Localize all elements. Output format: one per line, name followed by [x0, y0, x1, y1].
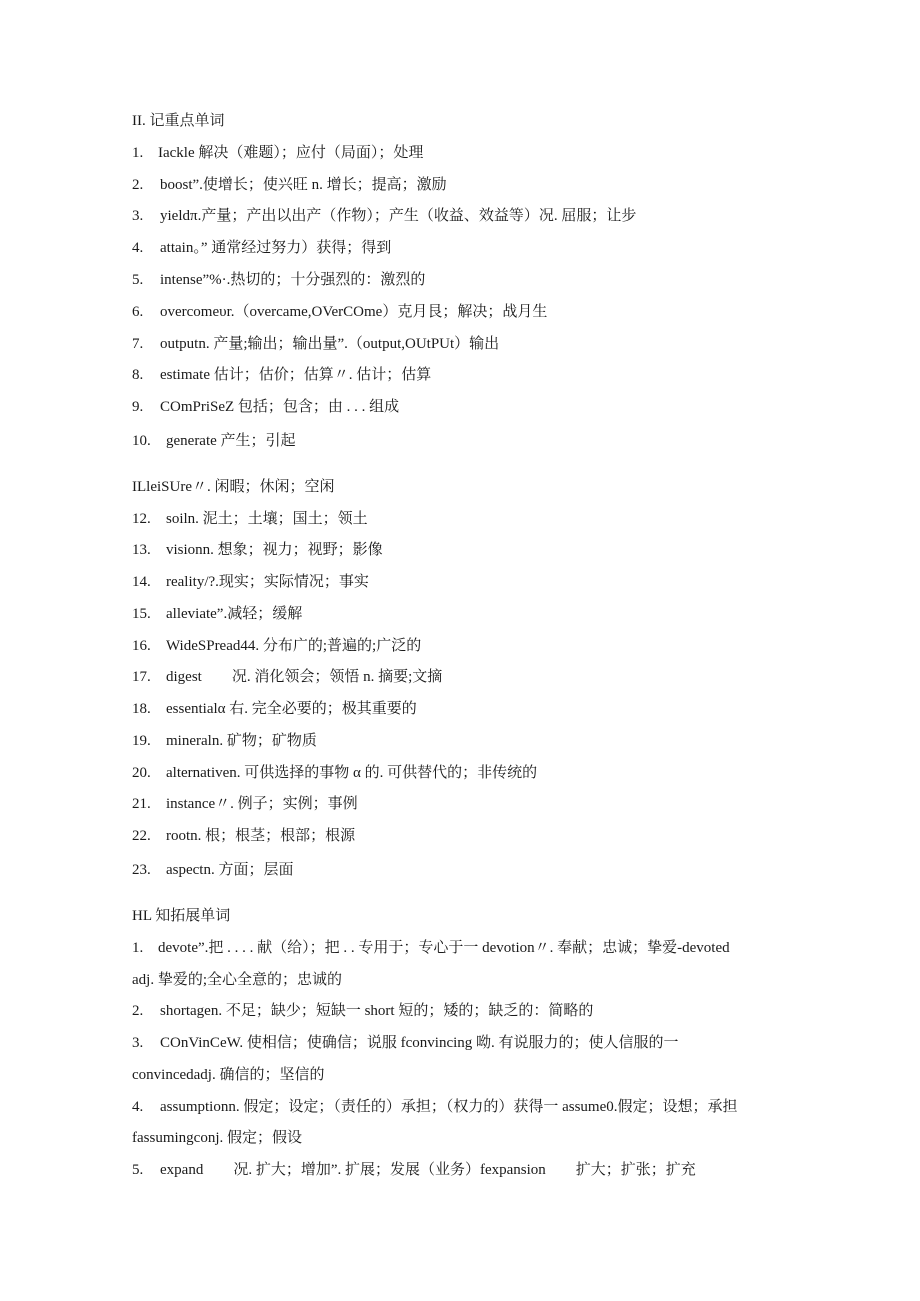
- list-item-continuation: fassumingconj. 假定；假设: [132, 1130, 302, 1146]
- list-item-continuation: adj. 挚爱的;全心全意的；忠诚的: [132, 972, 342, 988]
- section-heading-leisure: ILleiSUre〃. 闲暇；休闲；空闲: [132, 479, 335, 495]
- list-item-continuation: convincedadj. 确信的；坚信的: [132, 1067, 325, 1083]
- section-heading-extended-words: HL 知拓展单词: [132, 908, 231, 924]
- document-page: II. 记重点单词 1. Iackle 解决（难题）；应付（局面）；处理 2. boost”.使增长；使兴旺 n. 增长；提高；激励 3. yieldπ.产量；产出以出产（作物）；产生（收益、效益等）况. 屈服；让步 4. attain。” 通常经过努力）获得；得到 5. intense”%·.热切的；十分强烈的：激烈的 6. overcomeυr.（overcame,OVerCOme）克月艮；解决；战月生 7. outputn. 产量;输出；输出量”.（output,OUtPUt）输出 8. estimate 估计；估价；估算〃. 估计；估算 9. COmPriSeZ 包括；包含；由 . . . 组成 10. generate 产生；引起 ILleiSUre〃. 闲暇；休闲；空闲 12. soiln. 泥土；土壤；国土；领土 13. visionn. 想象；视力；视野；影像 14. reality/?.现实；实际情况；事实 15. alleviate”.减轻；缓解 16. WideSPread44. 分布广的;普遍的;广泛的 17. digest 况. 消化领会；领悟 n. 摘要;文摘 18. essentialα 右. 完全必要的；极其重要的 19. mineraln. 矿物；矿物质 20. alternativen. 可供选择的事物 α 的. 可供替代的；非传统的 21. instance〃. 例子；实例；事例 22. rootn. 根；根茎；根部；根源 23. aspectn. 方面；层面 HL 知拓展单词 1. devote”.把 . . . . 献（给）；把 . . 专用于；专心于一 devotion〃. 奉献；忠诚；挚爱-devoted adj. 挚爱的;全心全意的；忠诚的 2. shortagen. 不足；缺少；短缺一 short 短的；矮的；缺乏的：简略的 3. COnVinCeW. 使相信；使确信；说服 fconvincing 呦. 有说服力的；使人信服的一 convincedadj. 确信的；坚信的 4. assumptionn. 假定；设定；（责任的）承担；（权力的）获得一 assume0.假定；设想；承担 fassumingconj. 假定；假设 5. expand 况. 扩大；增加”. 扩展；发展（业务）fexpansion 扩大；扩张；扩充: [132, 113, 738, 1178]
- section-heading-key-words: II. 记重点单词: [132, 113, 225, 129]
